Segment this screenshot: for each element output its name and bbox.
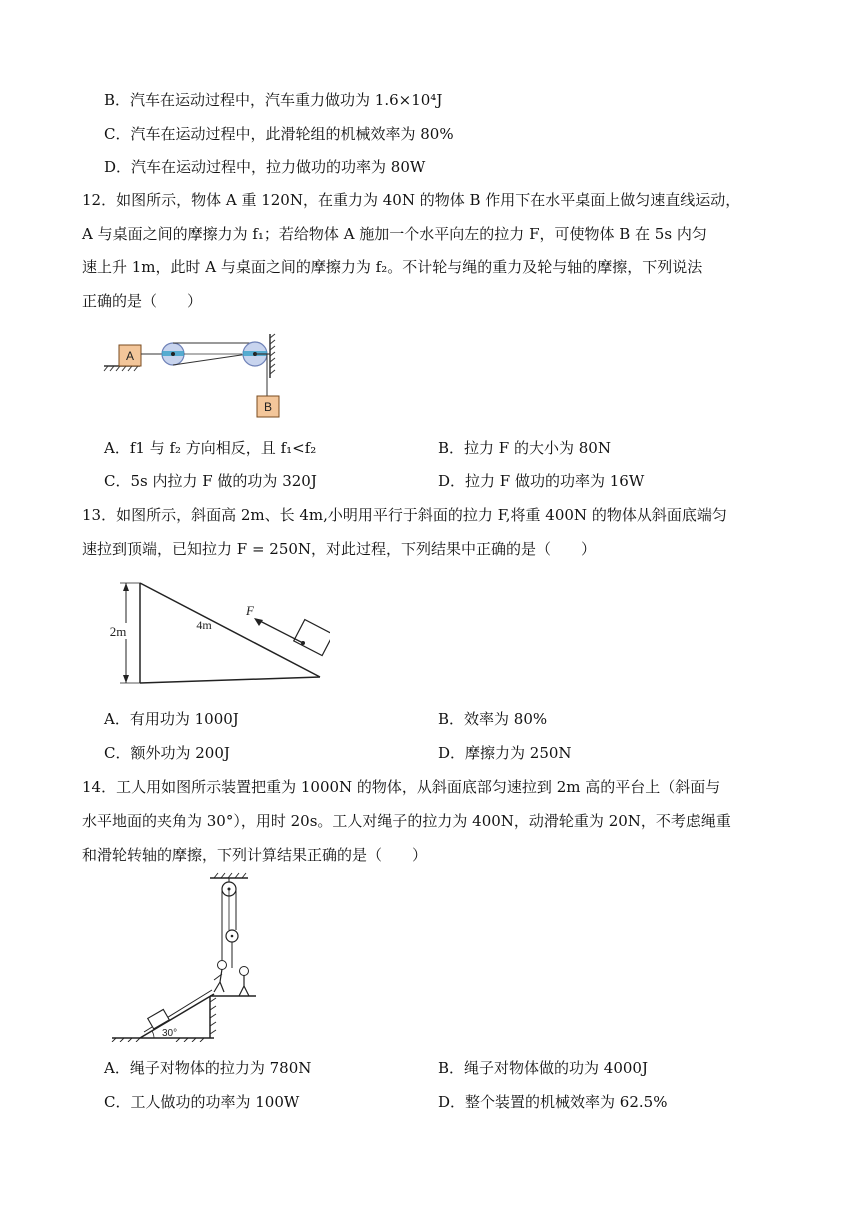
q11-option-c: C．汽车在运动过程中，此滑轮组的机械效率为 80%	[104, 125, 454, 143]
q14-option-a: A．绳子对物体的拉力为 780N	[104, 1059, 312, 1077]
q13-option-a: A．有用功为 1000J	[104, 710, 239, 728]
q13-stem-line1: 13．如图所示，斜面高 2m、长 4m,小明用平行于斜面的拉力 F,将重 400N 的物体从斜面底端匀	[82, 506, 727, 524]
q13-force-label: F	[246, 603, 254, 618]
q12-pulley-figure	[100, 330, 290, 422]
q12-option-d: D．拉力 F 做功的功率为 16W	[438, 472, 645, 490]
q13-option-b: B．效率为 80%	[438, 710, 548, 728]
q12-stem-line3: 速上升 1m，此时 A 与桌面之间的摩擦力为 f₂。不计轮与绳的重力及轮与轴的摩擦，下列说法	[82, 258, 703, 276]
q12-block-a-label: A	[125, 349, 135, 363]
q12-option-c: C．5s 内拉力 F 做的功为 320J	[104, 472, 317, 490]
q12-option-b: B．拉力 F 的大小为 80N	[438, 439, 611, 457]
q14-worker-pulley-figure	[110, 872, 270, 1042]
q13-length-label: 4m	[196, 618, 212, 632]
q13-incline-figure	[100, 577, 330, 689]
q14-option-b: B．绳子对物体做的功为 4000J	[438, 1059, 648, 1077]
q14-block	[148, 1009, 170, 1028]
q14-stem-line3: 和滑轮转轴的摩擦，下列计算结果正确的是（ ）	[82, 846, 428, 864]
q13-block	[294, 620, 330, 656]
q12-stem-line2: A 与桌面之间的摩擦力为 f₁；若给物体 A 施加一个水平向左的拉力 F，可使物体 B 在 5s 内匀	[82, 225, 707, 243]
q13-height-label: 2m	[109, 624, 127, 639]
q11-option-d: D．汽车在运动过程中，拉力做功的功率为 80W	[104, 158, 426, 176]
q14-option-c: C．工人做功的功率为 100W	[104, 1093, 300, 1111]
q11-option-b: B．汽车在运动过程中，汽车重力做功为 1.6×10⁴J	[104, 91, 443, 109]
q12-stem-line1: 12．如图所示，物体 A 重 120N，在重力为 40N 的物体 B 作用下在水平桌面上做匀速直线运动，	[82, 191, 741, 209]
q12-stem-line4: 正确的是（ ）	[82, 292, 203, 310]
q12-option-a: A．f1 与 f₂ 方向相反，且 f₁<f₂	[104, 439, 317, 457]
q12-block-b-label: B	[263, 400, 273, 414]
q13-option-c: C．额外功为 200J	[104, 744, 230, 762]
q13-option-d: D．摩擦力为 250N	[438, 744, 572, 762]
q13-stem-line2: 速拉到顶端，已知拉力 F = 250N，对此过程，下列结果中正确的是（ ）	[82, 540, 597, 558]
q14-angle-label: 30°	[162, 1028, 178, 1039]
q14-stem-line2: 水平地面的夹角为 30°），用时 20s。工人对绳子的拉力为 400N，动滑轮重为 20N，不考虑绳重	[82, 812, 731, 830]
q14-stem-line1: 14．工人用如图所示装置把重为 1000N 的物体，从斜面底部匀速拉到 2m 高的平台上（斜面与	[82, 778, 721, 796]
q14-option-d: D．整个装置的机械效率为 62.5%	[438, 1093, 668, 1111]
